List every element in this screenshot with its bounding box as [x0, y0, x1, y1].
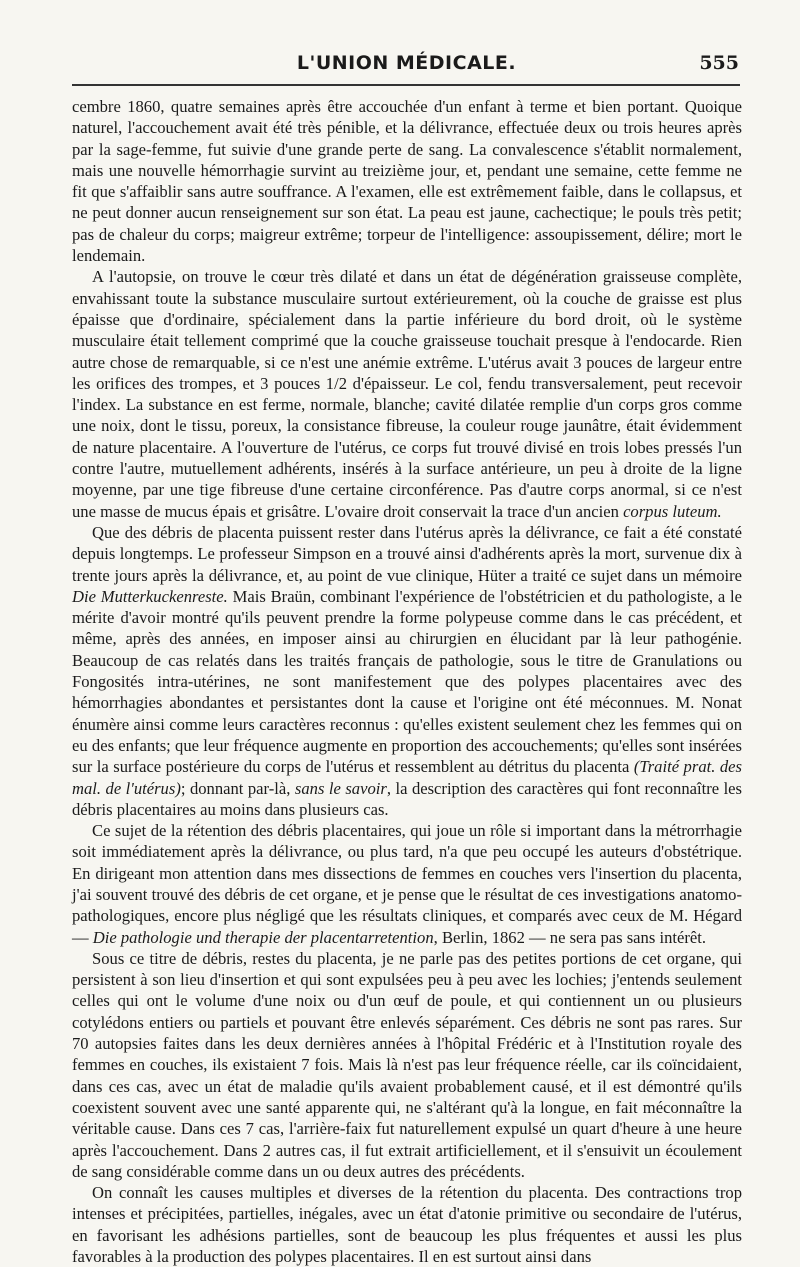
text-run: Ce sujet de la rétention des débris placentaires, qui joue un rôle si important dans la métrorrhagie soit immédiatement après la délivrance, ou plus tard, n'a que peu occupé les auteurs d'obstétrique. En dirigeant mon attention dans mes dissections de femmes en couches vers l'insertion du placenta, j'ai souvent trouvé des débris de cet organe, et je pense que le résultat de ces investigations anatomo-pathologiques, encore plus négligé que les résultats cliniques, et comparés avec ceux de M. Hégard —	[72, 821, 742, 947]
italic-run: corpus luteum.	[623, 501, 722, 521]
article-body	[72, 96, 742, 1267]
running-header	[74, 46, 739, 82]
paragraph	[72, 96, 742, 266]
paragraph	[72, 820, 742, 948]
text-run: On connaît les causes multiples et diverses de la rétention du placenta. Des contractions trop intenses et précipitées, partielles, inégales, avec un état d'atonie primitive ou secondaire de l'utérus, en favorisant les adhésions partielles, sont de beaucoup les plus fréquentes et aussi les plus favorables à la production des polypes placentaires. Il en est surtout ainsi dans	[72, 1183, 742, 1267]
paragraph	[72, 522, 742, 820]
text-run: Sous ce titre de débris, restes du placenta, je ne parle pas des petites portions de cet organe, qui persistent à son lieu d'insertion et qui sont expulsées peu à peu avec les lochies; j'entends seulement celles qui ont le volume d'une noix ou d'un œuf de poule, et qui contiennent un ou plusieurs cotylédons entiers ou partiels et pouvant être enlevés séparément. Ces débris ne sont pas rares. Sur 70 autopsies faites dans les deux dernières années à l'hôpital Frédéric et à l'Institution royale des femmes en couches, ils existaient 7 fois. Mais là n'est pas leur fréquence réelle, car ils coïncidaient, dans ces cas, avec un état de maladie qu'ils avaient probablement causé, et il est démontré qu'ils coexistent souvent avec une santé apparente qui, ne s'altérant qu'à la longue, en fait méconnaître la véritable cause. Dans ces 7 cas, l'arrière-faix fut naturellement expulsé un quart d'heure à une heure après l'accouchement. Dans 2 autres cas, il fut extrait artificiellement, et il s'ensuivit un écoulement de sang considérable comme dans un ou deux autres des précédents.	[72, 948, 742, 1181]
text-run: , la description des caractères qui font reconnaître les débris placentaires au moins dans plusieurs cas.	[72, 778, 743, 819]
journal-title: L'UNION MÉDICALE.	[296, 52, 517, 74]
italic-run: (Traité prat. des mal. de l'utérus)	[72, 757, 742, 798]
text-run: ; donnant par-là,	[180, 778, 295, 798]
text-run: Mais Braün, combinant l'expérience de l'obstétricien et du pathologiste, a le mérite d'avoir montré qu'ils peuvent prendre la forme polypeuse comme dans le cas précédent, et même, après des années, en imposer ainsi au chirurgien en élucidant par là leur pathogénie. Beaucoup de cas relatés dans les traités français de pathologie, sous le titre de Granulations ou Fongosités intra-utérines, ne sont manifestement que des polypes placentaires avec des hémorrhagies abondantes et persistantes dont la cause et l'origine ont été méconnues. M. Nonat énumère ainsi comme leurs caractères reconnus : qu'elles existent seulement chez les femmes qui on eu des enfants; que leur fréquence augmente en proportion des accouchements; qu'elles sont insérées sur la surface postérieure du corps de l'utérus et ressemblent au détritus du placenta	[72, 586, 742, 777]
paragraph	[72, 948, 742, 1182]
text-run: cembre 1860, quatre semaines après être accouchée d'un enfant à terme et bien portant. Quoique naturel, l'accouchement avait été très pénible, et la délivrance, effectuée deux ou trois heures après par la sage-femme, fut suivie d'une grande perte de sang. La convalescence s'établit normalement, mais une nouvelle hémorrhagie survint au treizième jour, et, pendant une semaine, cette femme ne fit que s'affaiblir sans autre souffrance. A l'examen, elle est extrêmement faible, dans le collapsus, et ne peut donner aucun renseignement sur son état. La peau est jaune, cachectique; le pouls très petit; pas de chaleur du corps; maigreur extrême; torpeur de l'intelligence: assoupissement, délire; mort le lendemain.	[72, 97, 742, 266]
italic-run: sans le savoir	[294, 778, 387, 798]
italic-run: Die Mutterkuckenreste.	[72, 586, 228, 606]
text-run: A l'autopsie, on trouve le cœur très dilaté et dans un état de dégénération graisseuse complète, envahissant toute la substance musculaire surtout extérieurement, où la couche de graisse est plus épaisse que d'ordinaire, spécialement dans la partie inférieure du bord droit, où le système musculaire était tellement comprimé que la couche graisseuse touchait presque à l'endocarde. Rien autre chose de remarquable, si ce n'est une anémie extrême. L'utérus avait 3 pouces de largeur entre les orifices des trompes, et 3 pouces 1/2 d'épaisseur. Le col, fendu transversalement, peut recevoir l'index. La substance en est ferme, normale, blanche; cavité dilatée remplie d'un corps gros comme une noix, dont le tissu, poreux, la consistance fibreuse, la couleur rouge jaunâtre, était évidemment de nature placentaire. A l'ouverture de l'utérus, ce corps fut trouvé divisé en trois lobes pressés l'un contre l'autre, mutuellement adhérents, insérés à la surface antérieure, un peu à droite de la ligne moyenne, par une tige fibreuse d'une certaine circonférence. Pas d'autre corps anormal, si ce n'est une masse de mucus épais et grisâtre. L'ovaire droit conservait la trace d'un ancien	[72, 267, 742, 521]
text-run: , Berlin, 1862 — ne sera pas sans intérêt.	[433, 927, 706, 947]
paragraph	[72, 266, 742, 522]
page-number: 555	[699, 52, 739, 74]
header-rule	[72, 84, 740, 86]
text-run: Que des débris de placenta puissent rester dans l'utérus après la délivrance, ce fait a été constaté depuis longtemps. Le professeur Simpson en a trouvé ainsi d'adhérents après la mort, survenue dix à trente jours après la délivrance, et, au point de vue clinique, Hüter a traité ce sujet dans un mémoire	[72, 522, 742, 585]
paragraph	[72, 1182, 742, 1267]
italic-run: Die pathologie und therapie der placentarretention	[92, 927, 434, 947]
